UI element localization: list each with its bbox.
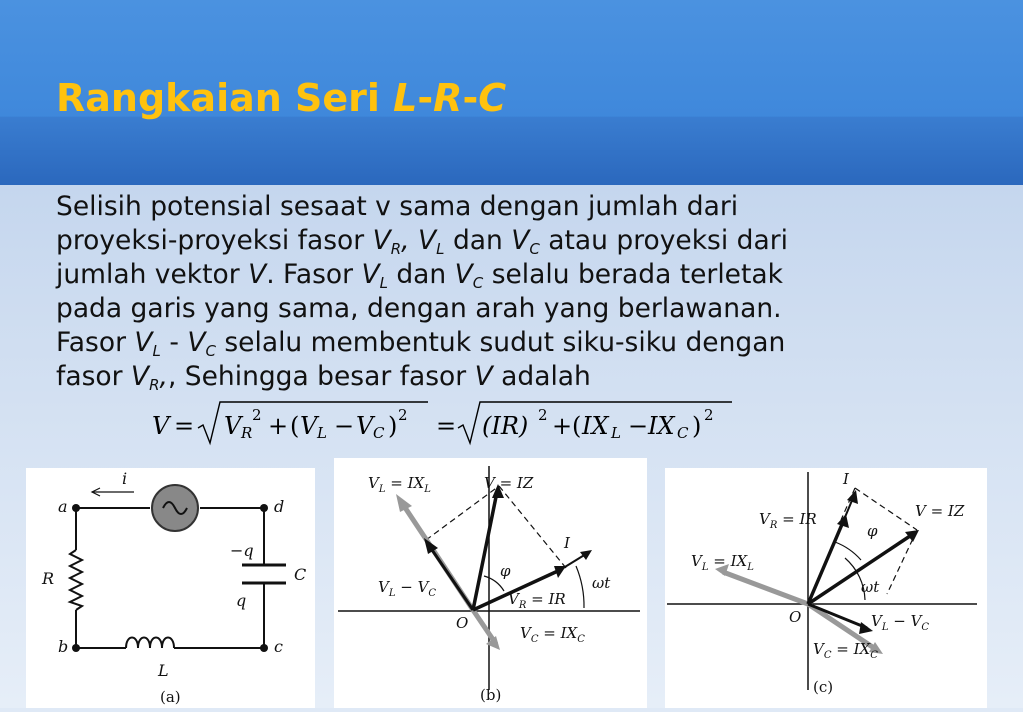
figure-c-caption: (c)	[813, 678, 834, 696]
formula-VR: V	[224, 412, 242, 440]
label-VC-IXC: $V_C = IX_C$	[813, 640, 878, 661]
formula-lparen-2: (	[572, 412, 582, 440]
formula-IXL-sub: L	[611, 424, 621, 442]
label-I: I	[564, 534, 570, 552]
label-V-IZ: V = IZ	[484, 474, 534, 492]
label-phi: φ	[500, 562, 511, 580]
circuit-diagram	[26, 468, 315, 708]
label-VR-IR: $V_R$ = IR	[759, 510, 817, 531]
vector-I-arrowhead	[580, 550, 592, 560]
formula-sq: 2	[398, 406, 408, 424]
label-a: a	[58, 497, 68, 516]
paragraph-line: Fasor $V_L - V_C$ selalu membentuk sudut siku-siku dengan	[56, 327, 786, 360]
label-VR-IR: $V_R$ = IR	[508, 590, 566, 611]
vector-V	[473, 492, 497, 610]
label-omega-t: ωt	[592, 574, 611, 592]
label-minus-q: −q	[230, 541, 254, 560]
paragraph-line: fasor $V_R$,, Sehingga besar fasor V adalah	[56, 361, 591, 394]
inductor-L	[126, 638, 174, 649]
title-bar-band	[0, 117, 1023, 185]
angle-wt-arc	[576, 566, 584, 608]
body-paragraph	[56, 190, 976, 394]
label-O: O	[456, 614, 469, 632]
circuit-wire	[76, 610, 126, 648]
vector-I	[560, 554, 586, 570]
slide-title: Rangkaian Seri L-R-C	[56, 76, 507, 120]
formula-minus: −	[334, 412, 355, 440]
formula-VC-sub: C	[373, 424, 385, 442]
label-R: R	[42, 569, 55, 588]
formula-equals-2: =	[436, 412, 457, 440]
figure-c-panel	[665, 468, 987, 708]
formula-rparen-2: )	[692, 412, 702, 440]
label-q: q	[236, 591, 247, 610]
node-d	[260, 504, 268, 512]
label-d: d	[274, 497, 285, 516]
figure-a-caption: (a)	[160, 688, 181, 706]
formula-V: V	[152, 412, 170, 440]
formula-sq: 2	[252, 406, 262, 424]
label-L: L	[158, 661, 169, 680]
label-i: i	[122, 469, 128, 488]
formula-IXC-sub: C	[677, 424, 689, 442]
paragraph-line: proyeksi-proyeksi fasor $V_R$, $V_L$ dan $V_C$ atau proyeksi dari	[56, 225, 788, 258]
figure-b-caption: (b)	[480, 686, 502, 704]
formula-IXC: IX	[648, 412, 675, 440]
angle-phi-arc	[835, 542, 861, 560]
resistor-R	[70, 550, 82, 610]
formula-IR: (IR)	[482, 412, 529, 440]
node-c	[260, 644, 268, 652]
label-omega-t: ωt	[861, 578, 880, 596]
formula-VL-sub: L	[317, 424, 327, 442]
phasor-diagram-b	[334, 458, 647, 708]
label-VL-IXL: $V_L = IX_L$	[368, 474, 431, 495]
formula-VL: V	[300, 412, 318, 440]
label-VL-IXL: $V_L = IX_L$	[691, 552, 754, 573]
label-O: O	[789, 608, 802, 626]
node-a	[72, 504, 80, 512]
circuit-wire	[174, 584, 264, 648]
formula-rparen: )	[388, 412, 398, 440]
formula-plus-2: +	[552, 412, 573, 440]
dashed-line	[855, 488, 917, 530]
label-VL-minus-VC: $V_L - V_C$	[378, 578, 437, 599]
dashed-line	[499, 486, 566, 568]
vector-VL-arrowhead	[396, 494, 412, 512]
formula-equals: =	[174, 412, 195, 440]
formula-VR-sub: R	[241, 424, 253, 442]
phasor-diagram-c	[665, 468, 987, 708]
label-V-IZ: V = IZ	[915, 502, 965, 520]
paragraph-line: Selisih potensial sesaat v sama dengan jumlah dari	[56, 191, 739, 222]
vector-VL-minus-VC	[428, 544, 473, 610]
formula-VC: V	[356, 412, 374, 440]
paragraph-line: pada garis yang sama, dengan arah yang berlawanan.	[56, 293, 782, 324]
label-b: b	[58, 637, 69, 656]
formula-sq: 2	[704, 406, 714, 424]
impedance-formula	[148, 396, 748, 452]
label-c: c	[274, 637, 283, 656]
label-I: I	[843, 470, 849, 488]
paragraph-line: jumlah vektor V. Fasor $V_L$ dan $V_C$ selalu berada terletak	[56, 259, 783, 292]
formula-IXL: IX	[582, 412, 609, 440]
formula-sq: 2	[538, 406, 548, 424]
figure-a-panel	[26, 468, 315, 708]
label-phi: φ	[867, 522, 878, 540]
label-VL-minus-VC: $V_L - V_C$	[871, 612, 930, 633]
formula-plus: +	[268, 412, 289, 440]
label-VC-IXC: $V_C = IX_C$	[520, 624, 585, 645]
figure-b-panel	[334, 458, 647, 708]
dashed-line	[841, 488, 855, 520]
formula-lparen: (	[290, 412, 300, 440]
node-b	[72, 644, 80, 652]
vector-VL	[723, 572, 808, 604]
label-C: C	[294, 565, 307, 584]
formula-minus-2: −	[628, 412, 649, 440]
